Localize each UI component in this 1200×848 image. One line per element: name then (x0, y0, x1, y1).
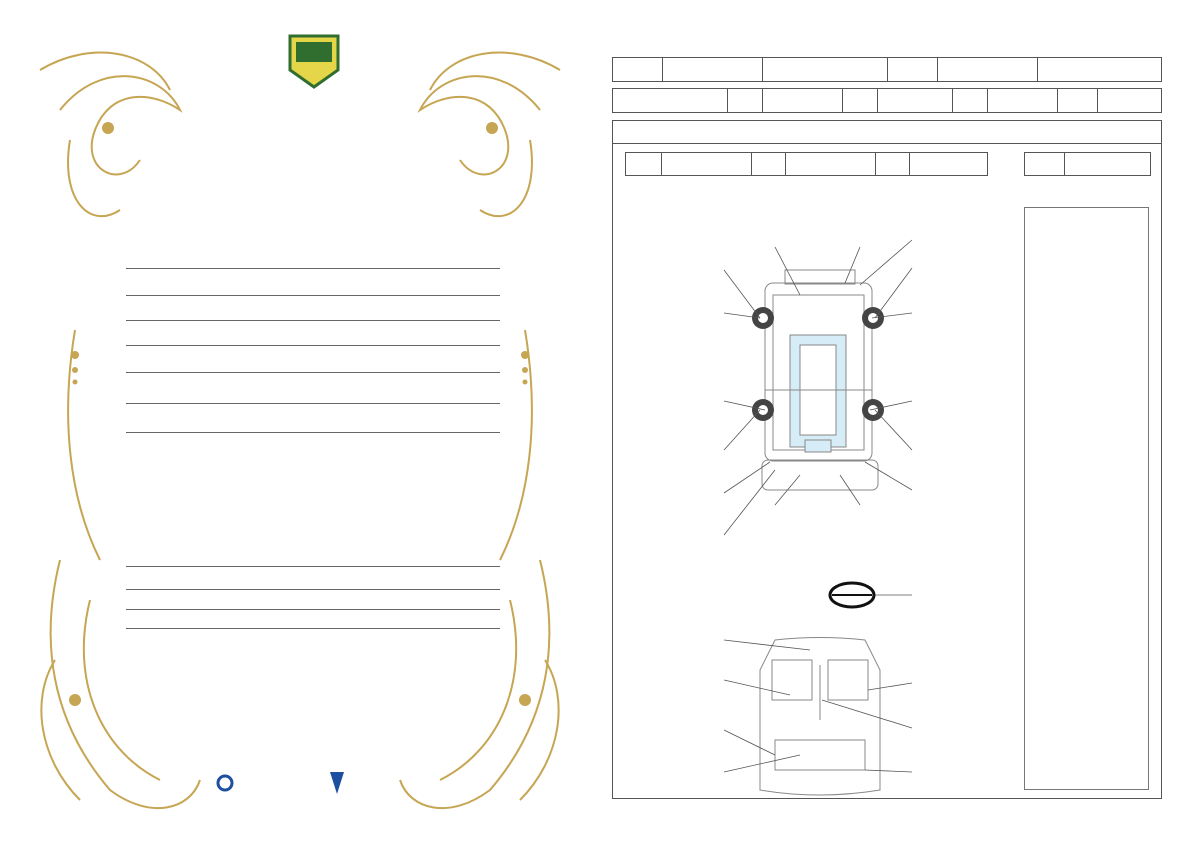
spec-row-remarks (126, 373, 500, 404)
info-row-address (126, 610, 500, 629)
jaaa-logo (328, 770, 350, 796)
proto-logo (216, 772, 234, 794)
divider (126, 432, 500, 433)
steering-wheel-icon (830, 583, 874, 607)
spec-row-name (126, 272, 500, 296)
info-row-date (126, 566, 500, 590)
proto-mark-icon (216, 772, 234, 794)
badge-shield-icon (286, 32, 342, 90)
divider (126, 268, 500, 269)
goo-appraisal-badge (286, 32, 342, 90)
spec-row-year (126, 321, 500, 346)
spec-row-model (126, 346, 500, 373)
info-row-shop (126, 589, 500, 610)
condition-check-sheet (600, 0, 1200, 848)
spec-row-color (126, 296, 500, 321)
side-notes-box (1024, 207, 1149, 790)
jaaa-mark-icon (328, 770, 346, 796)
